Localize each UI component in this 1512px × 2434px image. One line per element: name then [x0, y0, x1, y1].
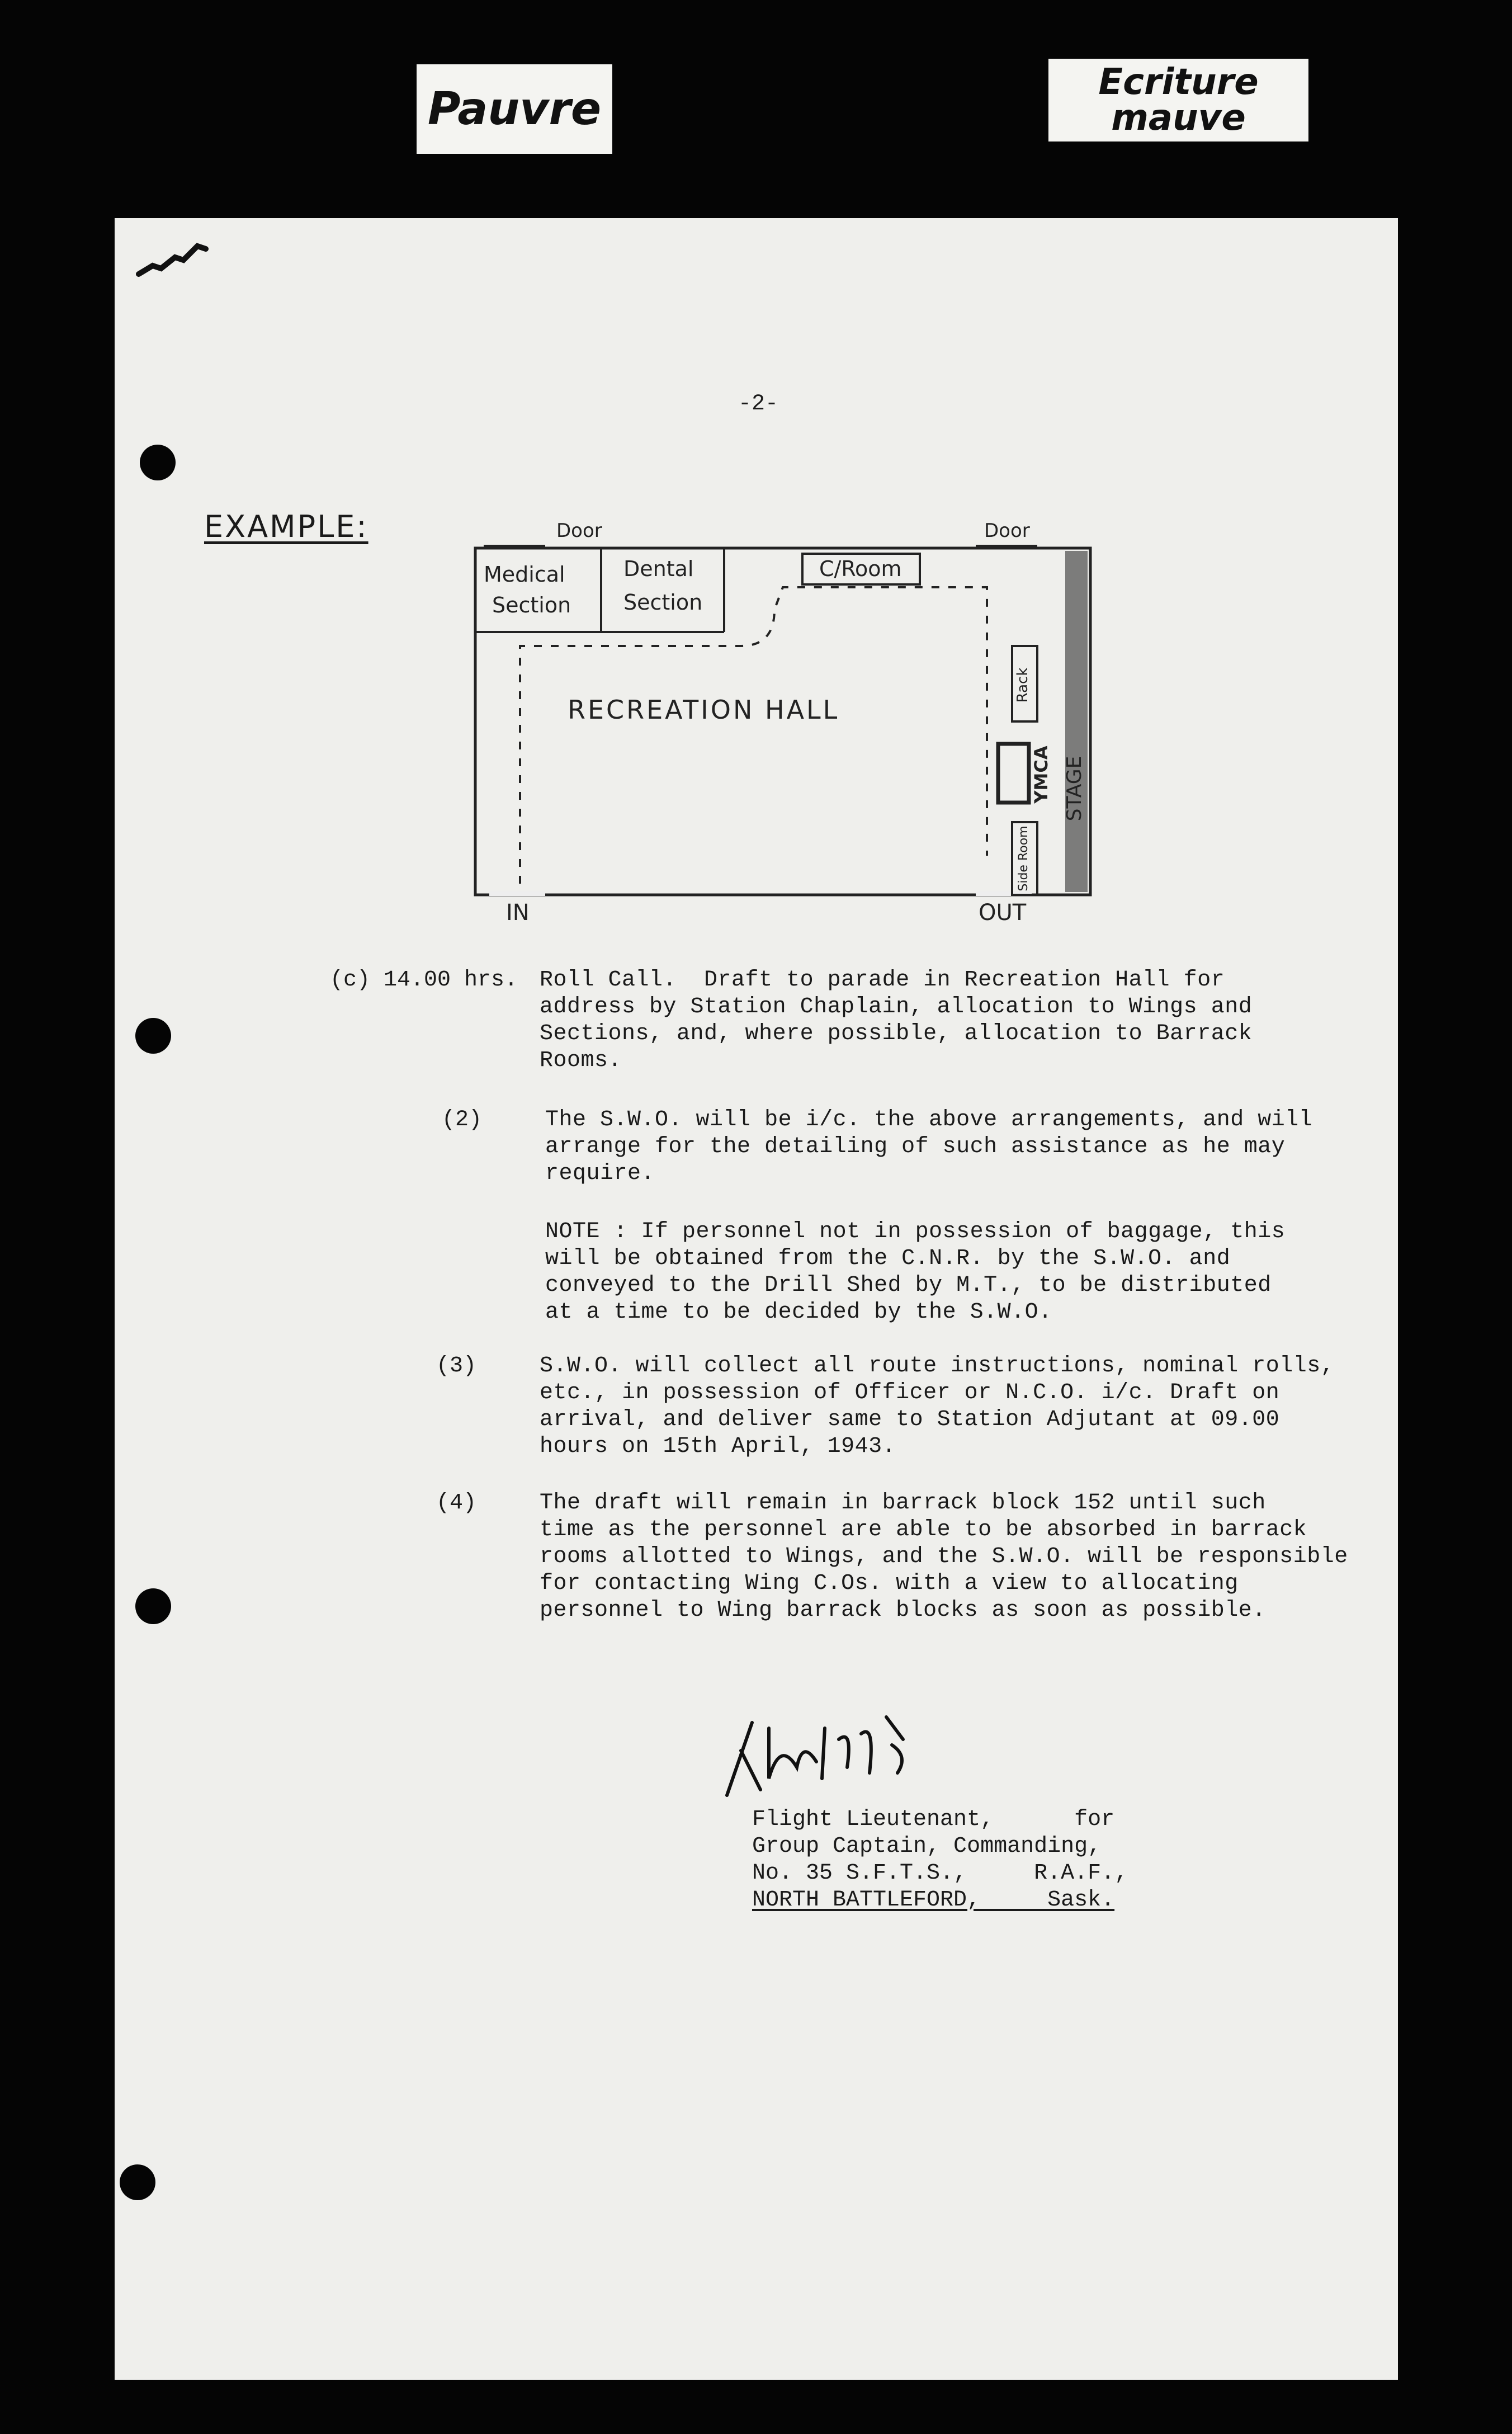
dental-section-line1: Dental [623, 556, 694, 581]
signature-line: No. 35 S.F.T.S., R.A.F., [752, 1861, 1128, 1886]
page-number: -2- [738, 391, 779, 417]
para4-line: for contacting Wing C.Os. with a view to allocating [540, 1571, 1239, 1596]
c-room-label: C/Room [819, 556, 902, 581]
para1-line: Sections, and, where possible, allocation to Barrack [540, 1021, 1253, 1046]
stage-hatch [1065, 551, 1088, 892]
para4-number: (4) [436, 1490, 477, 1516]
ymca-box [998, 744, 1029, 803]
document-page [115, 218, 1398, 2380]
side-room-label: Side Room [1017, 826, 1031, 891]
para2-line: arrange for the detailing of such assistance as he may [545, 1134, 1286, 1159]
para1-line: address by Station Chaplain, allocation to Wings and [540, 994, 1253, 1020]
para3-line: S.W.O. will collect all route instructions, nominal rolls, [540, 1353, 1335, 1379]
archive-label-right-line2: mauve [1111, 97, 1246, 139]
door-label-left: Door [556, 520, 602, 542]
para4-line: time as the personnel are able to be absorbed in barrack [540, 1517, 1307, 1543]
signature-line: Flight Lieutenant, for [752, 1807, 1115, 1832]
para4-line: personnel to Wing barrack blocks as soon as possible. [540, 1598, 1266, 1623]
note-line: will be obtained from the C.N.R. by the S.W.O. and [545, 1246, 1231, 1271]
punch-hole [140, 445, 176, 480]
para1-line: Roll Call. Draft to parade in Recreation Hall for [540, 968, 1225, 993]
para2-number: (2) [442, 1107, 483, 1133]
stage-label: STAGE [1063, 756, 1086, 822]
in-label: IN [506, 900, 530, 923]
punch-hole [135, 1588, 171, 1624]
ymca-label: YMCA [1031, 746, 1052, 804]
signature-line: NORTH BATTLEFORD, Sask. [752, 1888, 1115, 1913]
punch-hole [135, 1018, 171, 1054]
door-label-right: Door [984, 520, 1030, 542]
out-label: OUT [979, 900, 1027, 923]
signature-block [752, 1806, 1144, 1914]
para2-line: require. [545, 1161, 655, 1186]
signature-line: Group Captain, Commanding, [752, 1834, 1102, 1859]
para1-number: (c) 14.00 hrs. [330, 968, 518, 993]
archive-label-left-text: Pauvre [427, 83, 602, 135]
archive-label-left [417, 64, 612, 154]
note-line: NOTE : If personnel not in possession of baggage, this [545, 1219, 1286, 1244]
medical-section-line2: Section [492, 593, 571, 617]
para1-line: Rooms. [540, 1048, 622, 1073]
example-heading: EXAMPLE: [204, 509, 368, 544]
para3-line: arrival, and deliver same to Station Adjutant at 09.00 [540, 1407, 1280, 1432]
para4-line: The draft will remain in barrack block 152 until such [540, 1490, 1266, 1516]
para3-number: (3) [436, 1353, 477, 1379]
recreation-hall-diagram [461, 520, 1132, 923]
para3-line: hours on 15th April, 1943. [540, 1434, 896, 1459]
handwritten-signature [719, 1706, 920, 1806]
para3-line: etc., in possession of Officer or N.C.O. i/c. Draft on [540, 1380, 1280, 1405]
ink-scribble-mark [136, 235, 214, 280]
note-line: at a time to be decided by the S.W.O. [545, 1300, 1052, 1325]
punch-hole [120, 2164, 155, 2200]
para2-line: The S.W.O. will be i/c. the above arrangements, and will [545, 1107, 1313, 1133]
para4-line: rooms allotted to Wings, and the S.W.O. will be responsible [540, 1544, 1348, 1569]
archive-label-right [1048, 59, 1308, 141]
archive-label-right-line1: Ecriture [1098, 62, 1259, 103]
recreation-hall-label: RECREATION HALL [568, 695, 840, 725]
medical-section-line1: Medical [484, 562, 565, 587]
dental-section-line2: Section [623, 590, 703, 615]
note-line: conveyed to the Drill Shed by M.T., to be distributed [545, 1273, 1272, 1298]
rack-label: Rack [1014, 667, 1031, 703]
